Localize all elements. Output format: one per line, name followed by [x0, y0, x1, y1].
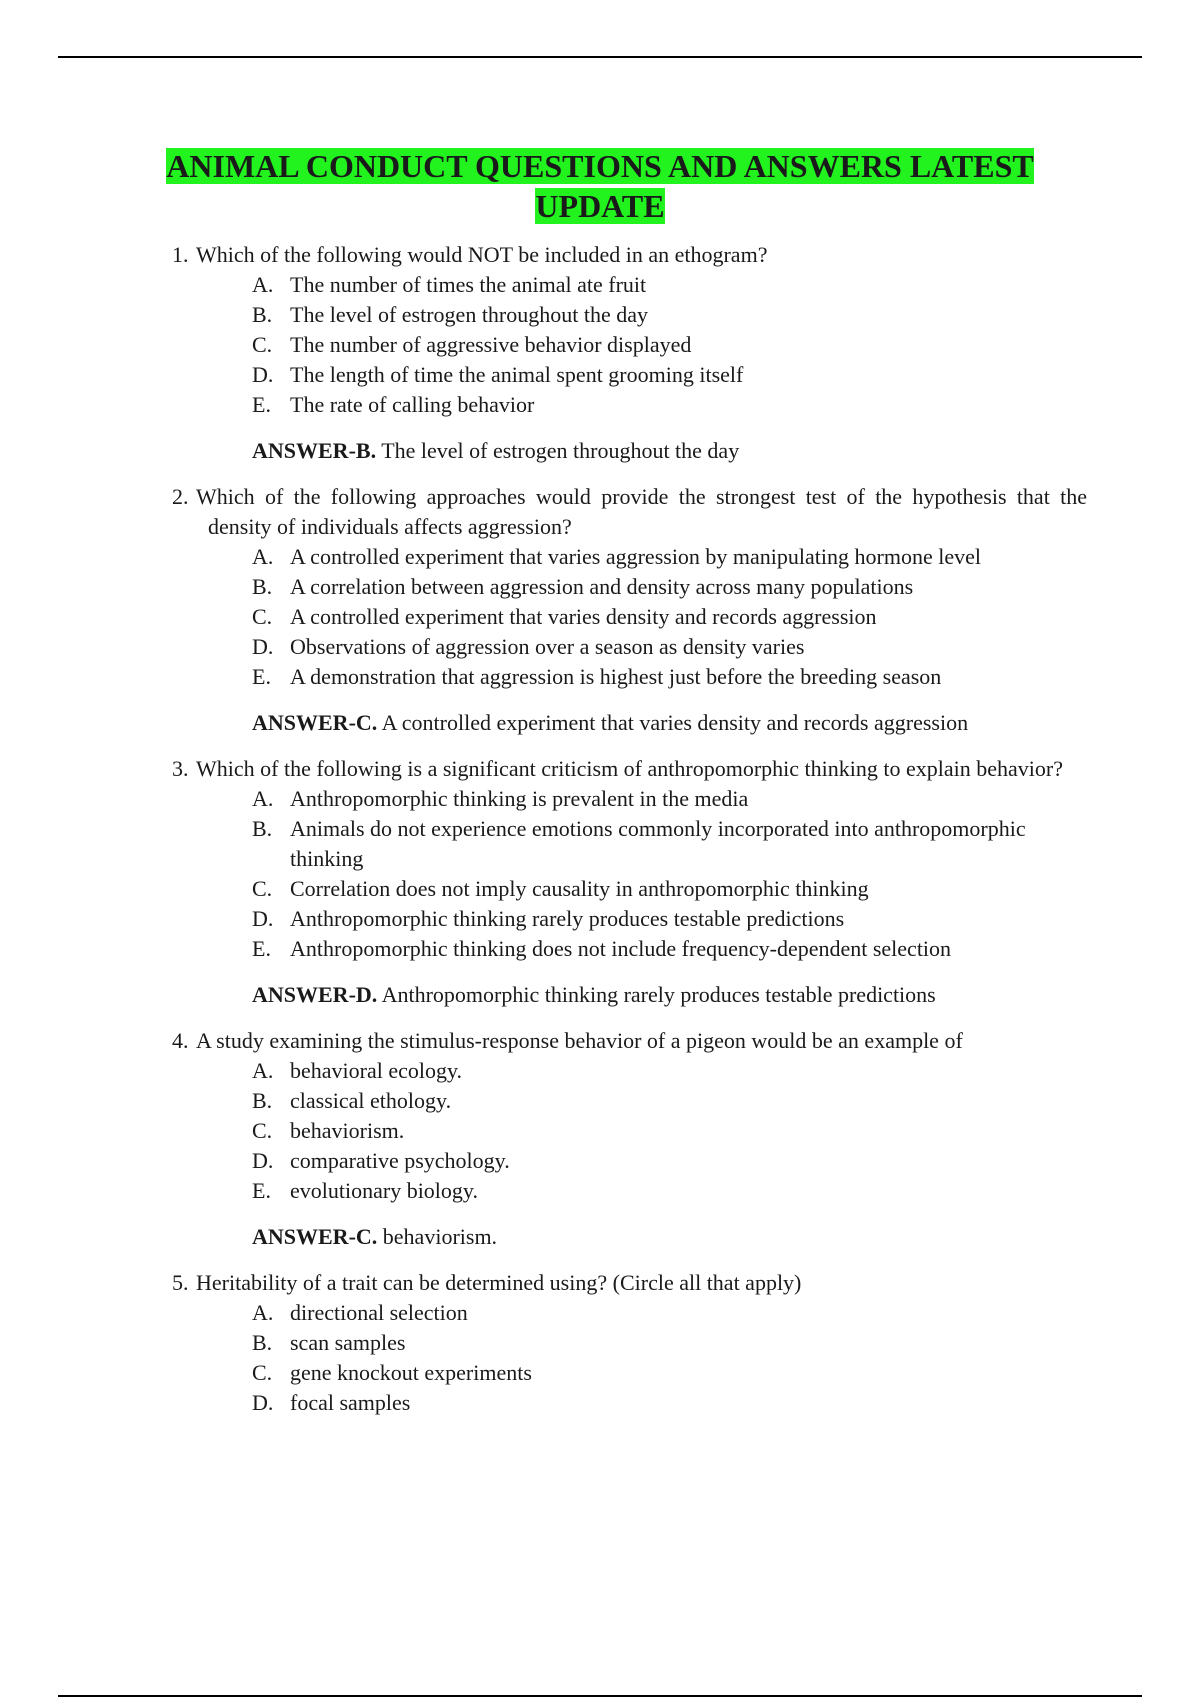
option-b: B. scan samples	[252, 1330, 406, 1355]
question-4	[172, 1026, 1087, 1252]
answer-line	[172, 980, 1087, 1010]
title-line-1: ANIMAL CONDUCT QUESTIONS AND ANSWERS LATEST	[166, 148, 1034, 184]
option-c: C. A controlled experiment that varies density and records aggression	[252, 604, 877, 629]
option-c: C. gene knockout experiments	[252, 1360, 532, 1385]
options-list	[172, 1298, 1087, 1418]
option-d: D. focal samples	[252, 1390, 411, 1415]
options-list	[172, 1056, 1087, 1206]
option-d: D. The length of time the animal spent grooming itself	[252, 362, 744, 387]
option-b: B. A correlation between aggression and density across many populations	[252, 574, 914, 599]
option-a: A. behavioral ecology.	[252, 1058, 463, 1083]
option-a: A. Anthropomorphic thinking is prevalent in the media	[252, 786, 749, 811]
option-c: C. Correlation does not imply causality in anthropomorphic thinking	[252, 876, 869, 901]
answer-text: The level of estrogen throughout the day	[381, 438, 740, 463]
answer-text: Anthropomorphic thinking rarely produces testable predictions	[381, 982, 936, 1007]
header-rule	[58, 56, 1142, 58]
answer-label: ANSWER-B.	[252, 438, 377, 463]
option-b: B. classical ethology.	[252, 1088, 452, 1113]
option-d: D. comparative psychology.	[252, 1148, 510, 1173]
option-c: C. The number of aggressive behavior displayed	[252, 332, 692, 357]
option-a: A. directional selection	[252, 1300, 468, 1325]
answer-label: ANSWER-C.	[252, 1224, 378, 1249]
answer-label: ANSWER-D.	[252, 982, 378, 1007]
option-a: A. The number of times the animal ate fruit	[252, 272, 647, 297]
answer-line	[172, 1222, 1087, 1252]
option-b: B. The level of estrogen throughout the day	[252, 302, 649, 327]
question-3	[172, 754, 1087, 1010]
page-title	[0, 146, 1200, 226]
option-d: D. Observations of aggression over a season as density varies	[252, 634, 805, 659]
question-5	[172, 1268, 1087, 1418]
question-number: 2.	[172, 484, 189, 509]
option-e: E. The rate of calling behavior	[252, 392, 535, 417]
question-text: 3. Which of the following is a significant criticism of anthropomorphic thinking to explain behavior?	[172, 754, 1087, 784]
option-d: D. Anthropomorphic thinking rarely produces testable predictions	[252, 906, 845, 931]
question-1	[172, 240, 1087, 466]
option-b: B. Animals do not experience emotions commonly incorporated into anthropomorphic thinking	[252, 816, 1026, 871]
answer-label: ANSWER-C.	[252, 710, 378, 735]
options-list	[172, 270, 1087, 420]
option-a: A. A controlled experiment that varies aggression by manipulating hormone level	[252, 544, 981, 569]
question-number: 5.	[172, 1270, 189, 1295]
option-e: E. evolutionary biology.	[252, 1178, 478, 1203]
question-text: 2. Which of the following approaches would provide the strongest test of the hypothesis that the density of individuals affects aggression?	[172, 484, 1087, 539]
answer-line	[172, 436, 1087, 466]
title-line-2: UPDATE	[535, 188, 665, 224]
answer-text: behaviorism.	[382, 1224, 498, 1249]
question-2	[172, 482, 1087, 738]
option-c: C. behaviorism.	[252, 1118, 405, 1143]
option-e: E. Anthropomorphic thinking does not include frequency-dependent selection	[252, 936, 952, 961]
question-text: 5. Heritability of a trait can be determined using? (Circle all that apply)	[172, 1268, 1087, 1298]
answer-text: A controlled experiment that varies density and records aggression	[381, 710, 969, 735]
question-number: 1.	[172, 242, 189, 267]
option-e: E. A demonstration that aggression is highest just before the breeding season	[252, 664, 942, 689]
answer-line	[172, 708, 1087, 738]
question-text: 4. A study examining the stimulus-response behavior of a pigeon would be an example of	[172, 1026, 1087, 1056]
question-text: 1. Which of the following would NOT be included in an ethogram?	[172, 240, 1087, 270]
question-number: 4.	[172, 1028, 189, 1053]
footer-rule	[58, 1695, 1142, 1697]
options-list	[172, 784, 1087, 964]
question-list	[172, 240, 1087, 1418]
question-number: 3.	[172, 756, 189, 781]
options-list	[172, 542, 1087, 692]
